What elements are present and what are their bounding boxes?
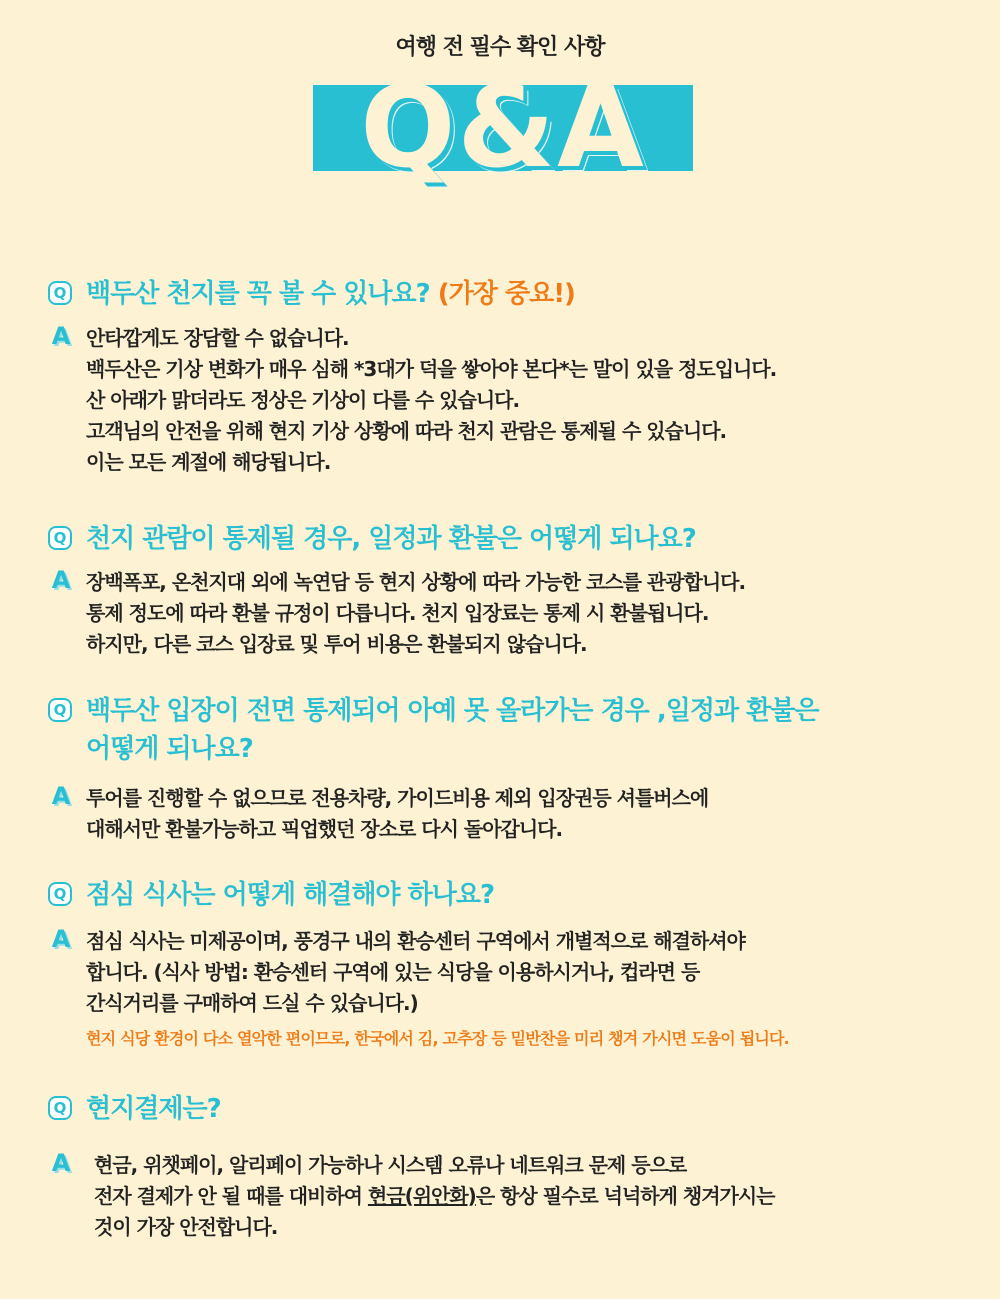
answer-note: 현지 식당 환경이 다소 열악한 편이므로, 한국에서 김, 고추장 등 밑반찬을 미리 챙겨 가시면 도움이 됩니다. [86,1029,789,1048]
answer-line: 이는 모든 계절에 해당됩니다. [86,450,331,474]
a-badge: A [51,925,71,953]
q-badge: Q [48,1096,72,1120]
question-text: 백두산 천지를 꼭 볼 수 있나요? [86,279,430,309]
answer-line: 산 아래가 맑더라도 정상은 기상이 다를 수 있습니다. [86,388,520,412]
question-text: 점심 식사는 어떻게 해결해야 하나요? [86,880,495,910]
a-badge: A [51,1149,71,1177]
answer-text [86,783,946,845]
answer-line: 통제 정도에 따라 환불 규정이 다릅니다. 천지 입장료는 통제 시 환불됩니다. [86,601,709,625]
answer-line: 하지만, 다른 코스 입장료 및 투어 비용은 환불되지 않습니다. [86,632,587,656]
q-badge: Q [48,698,72,722]
answer-line: 간식거리를 구매하여 드실 수 있습니다.) [86,991,418,1015]
q-badge: Q [48,526,72,550]
answer-line: 현금, 위챗페이, 알리페이 가능하나 시스템 오류나 네트워크 문제 등으로 [94,1153,687,1177]
question-text: 현지결제는? [86,1094,221,1124]
answer-line: 합니다. (식사 방법: 환승센터 구역에 있는 식당을 이용하시거나, 컵라면 등 [86,960,700,984]
header [0,30,1000,61]
question-line: 어떻게 되나요? [86,734,253,764]
page-subtitle: 여행 전 필수 확인 사항 [395,35,605,60]
page-title: Q&A [360,63,646,193]
answer-line: 안타깝게도 장담할 수 없습니다. [86,326,349,350]
question-text [86,692,946,768]
answer-line: 고객님의 안전을 위해 현지 기상 상황에 따라 천지 관람은 통제될 수 있습니다. [86,419,727,443]
a-badge: A [51,322,71,350]
q-badge: Q [48,882,72,906]
q-badge: Q [48,281,72,305]
a-badge: A [51,566,71,594]
answer-line: 백두산은 기상 변화가 매우 심해 *3대가 덕을 쌓아야 본다*는 말이 있을 정도입니다. [86,357,777,381]
answer-text [86,926,946,1054]
answer-segment: 은 항상 필수로 넉넉하게 챙겨가시는 [475,1184,775,1208]
answer-line: 것이 가장 안전합니다. [94,1215,278,1239]
answer-segment: 전자 결제가 안 될 때를 대비하여 [94,1184,368,1208]
a-badge: A [51,782,71,810]
answer-line: 투어를 진행할 수 없으므로 전용차량, 가이드비용 제외 입장권등 셔틀버스에 [86,786,709,810]
answer-line: 점심 식사는 미제공이며, 풍경구 내의 환승센터 구역에서 개별적으로 해결하셔야 [86,929,745,953]
answer-line [94,1181,954,1212]
question-highlight: (가장 중요!) [437,279,575,309]
answer-line: 장백폭포, 온천지대 외에 녹연담 등 현지 상황에 따라 가능한 코스를 관광합니다. [86,570,746,594]
cash-emphasis: 현금(위안화) [367,1184,476,1208]
question-text: 천지 관람이 통제될 경우, 일정과 환불은 어떻게 되나요? [86,524,696,554]
answer-line: 대해서만 환불가능하고 픽업했던 장소로 다시 돌아갑니다. [86,817,563,841]
question-line: 백두산 입장이 전면 통제되어 아예 못 올라가는 경우 ,일정과 환불은 [86,696,819,726]
answer-text [86,567,946,660]
answer-text [86,323,946,478]
answer-text [94,1150,954,1243]
